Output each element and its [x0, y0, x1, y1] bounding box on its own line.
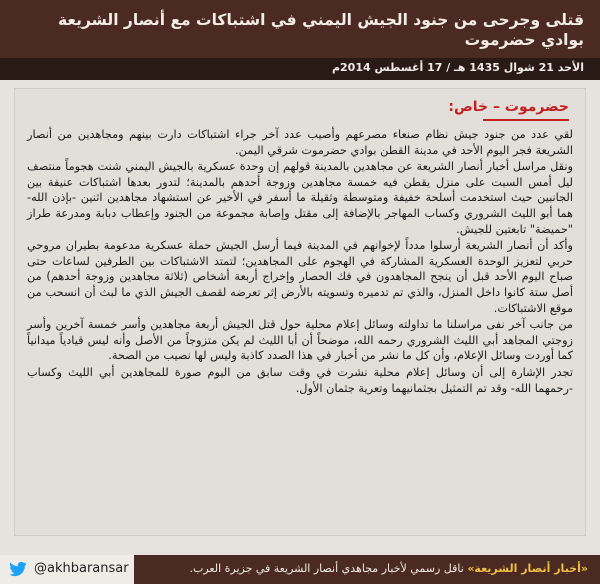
dateline-underline — [483, 119, 569, 121]
footer-bar — [0, 555, 600, 584]
paragraph: ونقل مراسل أخبار أنصار الشريعة عن مجاهدين بالمدينة قولهم إن وحدة عسكرية بالجيش اليمني شنت هجوماً منتصف ليل أمس السبت على منزل يقطن فيه خمسة مجاهدين وزوجة أحدهم بالمدينة؛ لتدور بعدها اشتباكات عنيفة بين الجانبين حيث استخدمت أسلحة خفيفة ومتوسطة وثقيلة ما أسفر في الأخير عن استشهاد مجاهدين اثنين -بإذن الله- هما أبو الليث الشروري وكساب المهاجر بالإضافة إلى مقتل وإصابة مجموعة من الجنود وإعطاب دبابة ومدرعة طراز "حميضة" تابعتين للجيش. — [27, 160, 573, 236]
footer-brand: «أخبار أنصار الشريعة» — [467, 562, 588, 575]
article-body-panel — [14, 88, 586, 536]
twitter-handle[interactable]: @akhbaransar — [34, 561, 129, 576]
twitter-handle-box[interactable] — [0, 555, 134, 584]
footer-tagline-text: ناقل رسمي لأخبار مجاهدي أنصار الشريعة في جزيرة العرب. — [189, 562, 468, 575]
twitter-bird-icon — [8, 560, 28, 579]
paragraph: تجدر الإشارة إلى أن وسائل إعلام محلية نشرت في وقت سابق من اليوم صورة للمجاهدين أبي الليث وكساب -رحمهما الله- وقد تم التمثيل بجثمانيهما وتعرية جثمان الأول. — [27, 365, 573, 395]
paragraph: لقي عدد من جنود جيش نظام صنعاء مصرعهم وأصيب عدد آخر جراء اشتباكات دارت بينهم ومجاهدين من أنصار الشريعة فجر اليوم الأحد في مدينة القطن بوادي حضرموت شرقي اليمن. — [27, 128, 573, 157]
paragraph: وأكد أن أنصار الشريعة أرسلوا مدداً لإخوانهم في المدينة فيما أرسل الجيش حملة عسكرية مدعومة بطيران مروحي حربي لتعزيز الوحدة العسكرية المشاركة في الهجوم على المجاهدين؛ لتمتد الاشتباكات بين الطرفين لساعات حتى صباح اليوم الأحد قبل أن ينجح المجاهدون في فك الحصار وإخراج أربعة أشخاص (ثلاثة مجاهدين وزوجة أحدهم) من أصل ستة كانوا داخل المنزل، والذي تم تدميره وتسويته بالأرض إثر تعرضه لقصف الجيش الذي ما لبث أن انسحب من موقع الاشتباكات. — [27, 239, 573, 315]
article-text — [27, 127, 573, 397]
publish-date: الأحد 21 شوال 1435 هـ / 17 أغسطس 2014م — [331, 61, 584, 74]
article-header — [0, 0, 600, 58]
date-strip — [0, 58, 600, 80]
footer-tagline — [189, 562, 588, 575]
paragraph: من جانب آخر نفى مراسلنا ما تداولته وسائل إعلام محلية حول قتل الجيش أربعة مجاهدين وأسر خمسة آخرين وأسر زوجتي المجاهد أبي الليث الشروري رحمه الله، موضحاً أن أبا الليث لم يكن متزوجاً من الأصل وأنه ليس قيادياً ميدانياً كما أوردت وسائل الإعلام، وأن كل ما نشر من أخبار في هذا الصدد كاذبة وليس لها نصيب من الصحة. — [27, 318, 573, 363]
article-title: قتلى وجرحى من جنود الجيش اليمني في اشتباكات مع أنصار الشريعة بوادي حضرموت — [58, 11, 584, 49]
dateline-location: حضرموت – خاص: — [448, 99, 569, 115]
